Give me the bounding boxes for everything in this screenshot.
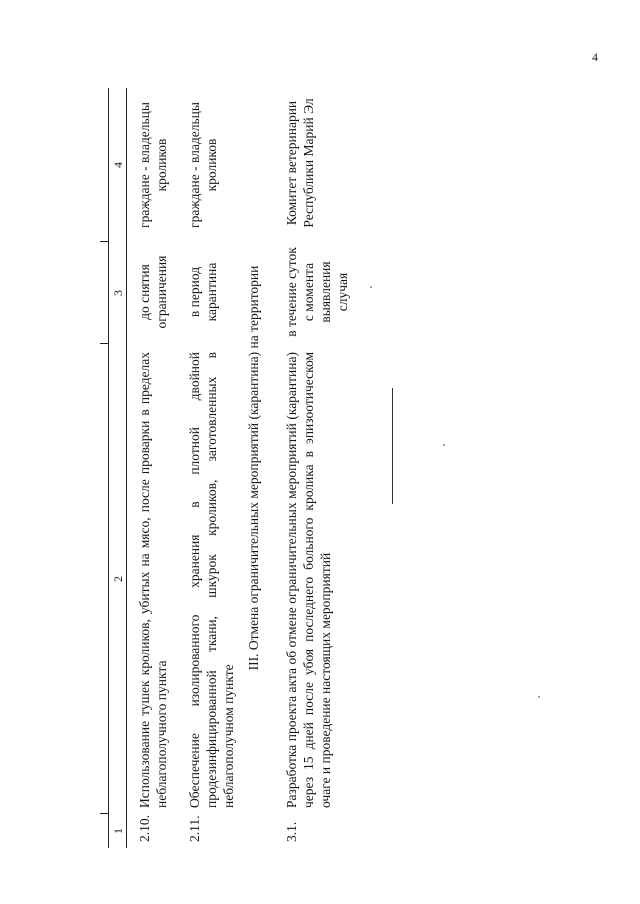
row-measure: Обеспечение изолированного хранения в плотной двойной продезинфицированной ткани, шкурок кроликов, заготовленных в неблагополучном пункте — [187, 352, 236, 808]
row-number: 2.10. — [137, 815, 152, 842]
row-measure: Разработка проекта акта об отмене ограничительных мероприятий (карантина) через 15 дней после убоя последнего больного кролика в эпизоотическом очаге и проведение настоящих мероприятий — [284, 352, 333, 808]
row-number: 2.11. — [187, 815, 202, 842]
row-term: до снятия ограничения — [137, 255, 169, 329]
section-title: III. Отмена ограничительных мероприятий (карантина) на территории — [246, 265, 261, 671]
scan-speck — [443, 444, 445, 446]
scan-speck — [538, 696, 540, 698]
row-number: 3.1. — [284, 821, 299, 842]
page-number: 4 — [592, 50, 598, 64]
table-top-border — [108, 88, 109, 848]
header-divider — [100, 813, 108, 814]
col-header-4: 4 — [111, 162, 125, 168]
row-measure: Использование тушек кроликов, убитых на мясо, после проварки в пределах неблагополучного пункта — [137, 352, 169, 808]
col-header-3: 3 — [111, 290, 125, 296]
end-rule — [392, 388, 393, 504]
row-responsible: граждане - владельцы кроликов — [187, 102, 219, 228]
row-responsible: граждане - владельцы кроликов — [137, 102, 169, 228]
row-responsible: Комитет ветеринарии Республики Марий Эл — [284, 98, 316, 228]
row-term: в период карантина — [187, 262, 219, 322]
header-divider — [100, 343, 108, 344]
col-header-2: 2 — [111, 576, 125, 582]
header-bottom-border — [126, 88, 127, 848]
scan-speck — [370, 286, 372, 288]
col-header-1: 1 — [111, 828, 125, 834]
row-term: в течение суток с момента выявления случая — [284, 247, 350, 337]
header-divider — [100, 241, 108, 242]
rotated-table — [108, 68, 608, 848]
